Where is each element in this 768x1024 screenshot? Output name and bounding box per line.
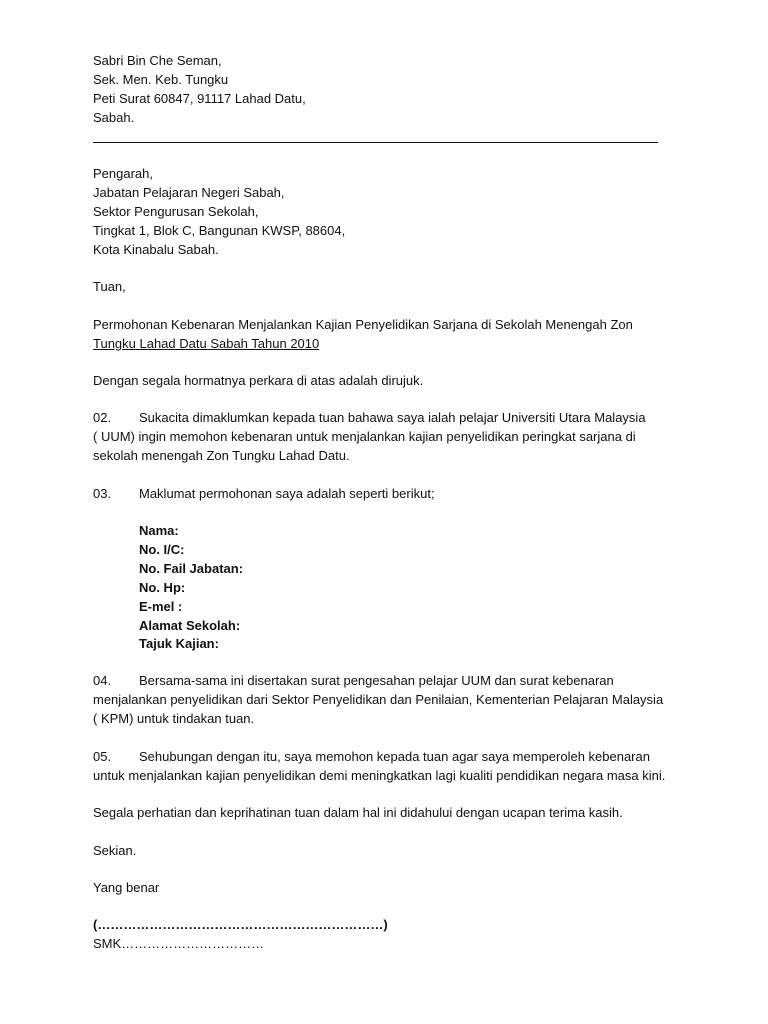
para-02-line-3: sekolah menengah Zon Tungku Lahad Datu.	[93, 448, 350, 463]
para-02-text: Sukacita dimaklumkan kepada tuan bahawa saya ialah pelajar Universiti Utara Malaysia	[139, 410, 646, 425]
closing-thanks: Segala perhatian dan keprihatinan tuan dalam hal ini didahului dengan ucapan terima kasih.	[93, 805, 623, 820]
field-emel: E-mel :	[139, 599, 183, 614]
recipient-line-1: Pengarah,	[93, 166, 153, 181]
closing-sekian: Sekian.	[93, 843, 137, 858]
closing-yang-benar: Yang benar	[93, 880, 160, 895]
para-02-number: 02.	[93, 410, 112, 425]
field-alamat-sekolah: Alamat Sekolah:	[139, 618, 241, 633]
para-04-line-3: ( KPM) untuk tindakan tuan.	[93, 711, 255, 726]
field-nama: Nama:	[139, 523, 179, 538]
field-tajuk-kajian: Tajuk Kajian:	[139, 636, 219, 651]
sender-postbox: Peti Surat 60847, 91117 Lahad Datu,	[93, 91, 306, 106]
para-03-number: 03.	[93, 486, 112, 501]
para-04-number: 04.	[93, 673, 112, 688]
para-05-text: Sehubungan dengan itu, saya memohon kepada tuan agar saya memperoleh kebenaran	[139, 749, 650, 764]
signature-line: (…………………………………………………………)	[93, 917, 388, 932]
para-03-text: Maklumat permohonan saya adalah seperti berikut;	[139, 486, 435, 501]
para-04-text: Bersama-sama ini disertakan surat pengesahan pelajar UUM dan surat kebenaran	[139, 673, 614, 688]
para-05-number: 05.	[93, 749, 112, 764]
para-02-line-2: ( UUM) ingin memohon kebenaran untuk menjalankan kajian penyelidikan peringkat sarjana di	[93, 429, 636, 444]
header-divider	[93, 142, 658, 143]
para-03-line-1	[93, 486, 435, 502]
para-04-line-1	[93, 673, 614, 689]
recipient-line-2: Jabatan Pelajaran Negeri Sabah,	[93, 185, 285, 200]
para-05-line-2: untuk menjalankan kajian penyelidikan demi meningkatkan lagi kualiti pendidikan negara masa kini.	[93, 768, 666, 783]
signature-school: SMK……………………………	[93, 936, 265, 951]
recipient-line-4: Tingkat 1, Blok C, Bangunan KWSP, 88604,	[93, 223, 346, 238]
subject-line-1: Permohonan Kebenaran Menjalankan Kajian Penyelidikan Sarjana di Sekolah Menengah Zon	[93, 317, 633, 332]
field-fail-jabatan: No. Fail Jabatan:	[139, 561, 244, 576]
salutation: Tuan,	[93, 279, 126, 294]
recipient-line-3: Sektor Pengurusan Sekolah,	[93, 204, 259, 219]
recipient-line-5: Kota Kinabalu Sabah.	[93, 242, 219, 257]
para-02-line-1	[93, 410, 646, 426]
field-hp: No. Hp:	[139, 580, 186, 595]
intro-text: Dengan segala hormatnya perkara di atas adalah dirujuk.	[93, 373, 424, 388]
para-04-line-2: menjalankan penyelidikan dari Sektor Penyelidikan dan Penilaian, Kementerian Pelajaran Malaysia	[93, 692, 664, 707]
sender-state: Sabah.	[93, 110, 135, 125]
subject-line-2: Tungku Lahad Datu Sabah Tahun 2010	[93, 336, 320, 351]
para-05-line-1	[93, 749, 650, 765]
sender-school: Sek. Men. Keb. Tungku	[93, 72, 229, 87]
field-ic: No. I/C:	[139, 542, 185, 557]
sender-name: Sabri Bin Che Seman,	[93, 53, 222, 68]
